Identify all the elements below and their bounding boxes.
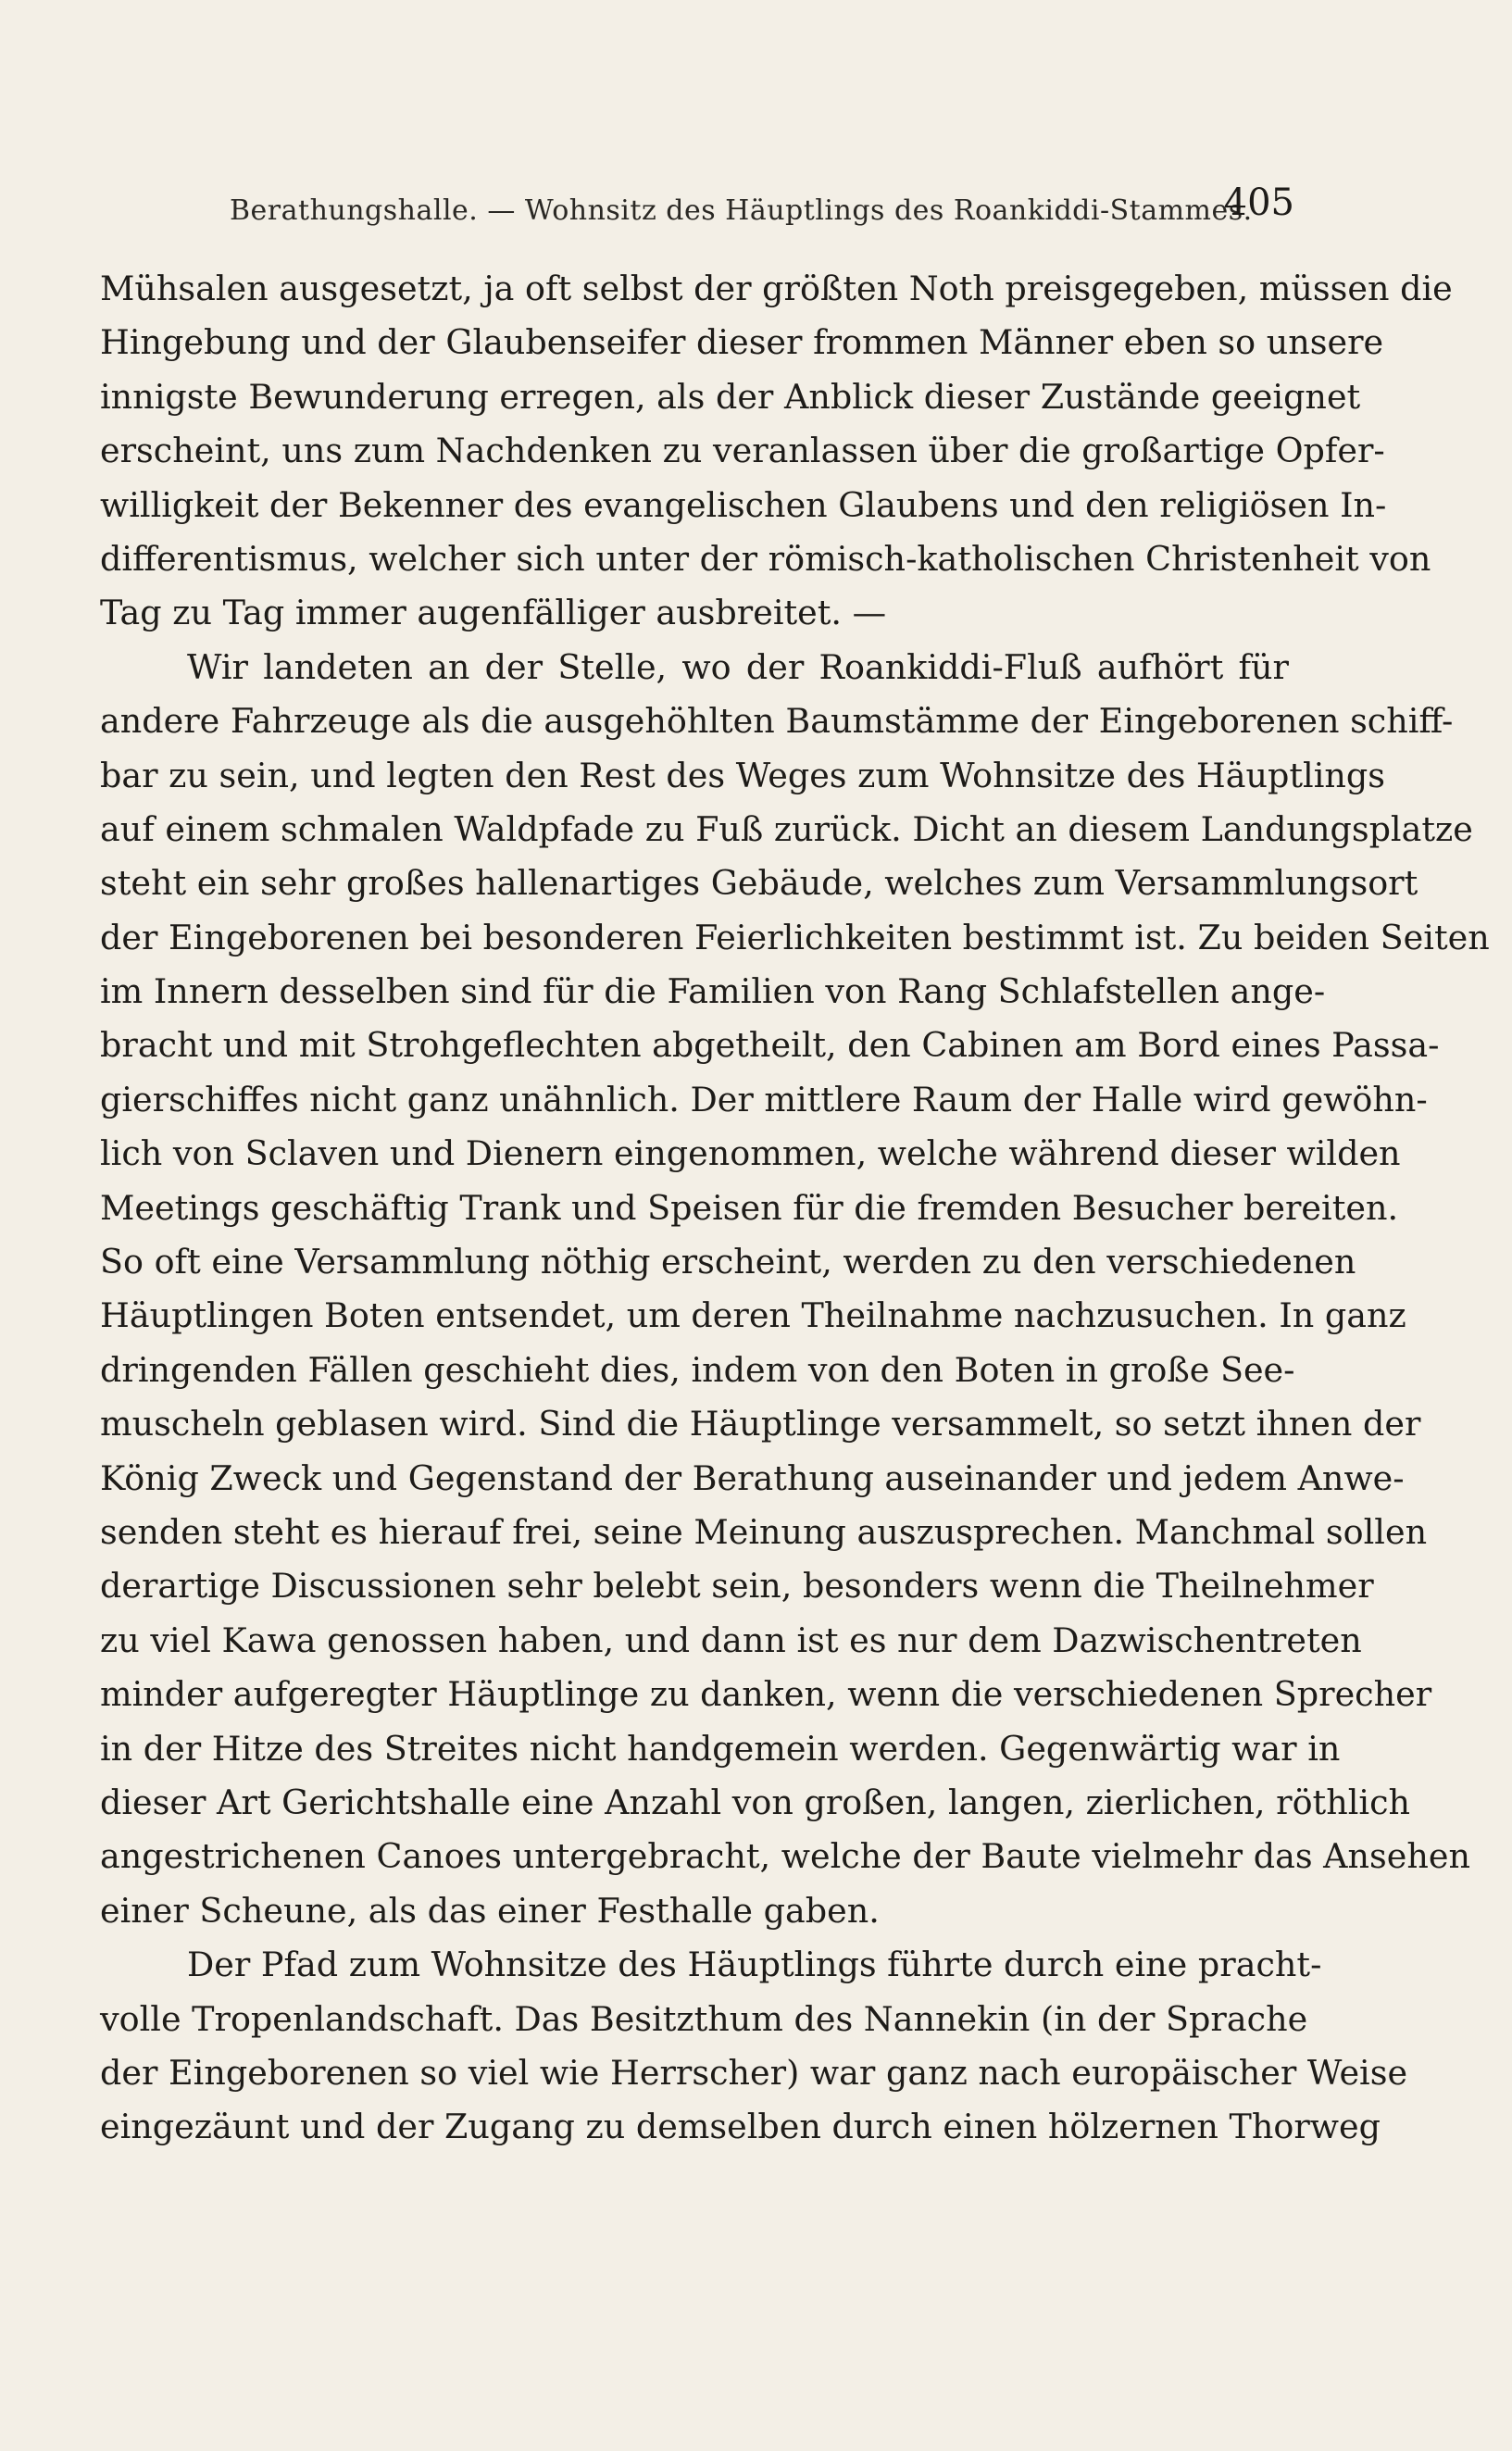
- running-title: Berathungshalle. — Wohnsitz des Häuptlings des Roankiddi-Stammes.: [230, 194, 1253, 227]
- text-line: König Zweck und Gegenstand der Berathung auseinander und jedem Anwe-: [100, 1457, 1405, 1498]
- text-line: gierschiffes nicht ganz unähnlich. Der mittlere Raum der Halle wird gewöhn-: [100, 1079, 1428, 1119]
- text-line: bracht und mit Strohgeflechten abgetheilt, den Cabinen am Bord eines Passa-: [100, 1025, 1440, 1066]
- text-line: Tag zu Tag immer augenfälliger ausbreitet. —: [100, 593, 887, 633]
- text-line: derartige Discussionen sehr belebt sein, besonders wenn die Theilnehmer: [100, 1566, 1374, 1607]
- page-number: 405: [1223, 181, 1294, 224]
- text-line: bar zu sein, und legten den Rest des Weges zum Wohnsitze des Häuptlings: [100, 755, 1385, 795]
- text-line: zu viel Kawa genossen haben, und dann ist es nur dem Dazwischentreten: [100, 1619, 1362, 1660]
- text-line: volle Tropenlandschaft. Das Besitzthum des Nannekin (in der Sprache: [100, 1998, 1308, 2039]
- text-line: im Innern desselben sind für die Familien von Rang Schlafstellen ange-: [100, 971, 1326, 1012]
- text-line: lich von Sclaven und Dienern eingenommen, welche während dieser wilden: [100, 1133, 1401, 1174]
- text-line: Meetings geschäftig Trank und Speisen für die fremden Besucher bereiten.: [100, 1187, 1399, 1228]
- text-line: So oft eine Versammlung nöthig erscheint, werden zu den verschiedenen: [100, 1242, 1356, 1282]
- text-line: auf einem schmalen Waldpfade zu Fuß zurück. Dicht an diesem Landungsplatze: [100, 808, 1473, 849]
- text-line: minder aufgeregter Häuptlinge zu danken, wenn die verschiedenen Sprecher: [100, 1674, 1432, 1715]
- text-line: dringenden Fällen geschieht dies, indem von den Boten in große See-: [100, 1349, 1295, 1390]
- text-line: willigkeit der Bekenner des evangelischen Glaubens und den religiösen In-: [100, 484, 1387, 525]
- text-line: angestrichenen Canoes untergebracht, welche der Baute vielmehr das Ansehen: [100, 1836, 1470, 1877]
- text-line: Mühsalen ausgesetzt, ja oft selbst der größten Noth preisgegeben, müssen die: [100, 269, 1453, 308]
- text-line: Der Pfad zum Wohnsitze des Häuptlings führte durch eine pracht-: [187, 1945, 1322, 1985]
- running-head: [230, 181, 1294, 237]
- text-line: in der Hitze des Streites nicht handgemein werden. Gegenwärtig war in: [100, 1728, 1341, 1769]
- text-line: Hingebung und der Glaubenseifer dieser frommen Männer eben so unsere: [100, 322, 1384, 363]
- text-line: Wir landeten an der Stelle, wo der Roankiddi-Fluß aufhört für: [187, 646, 1289, 687]
- text-line: andere Fahrzeuge als die ausgehöhlten Baumstämme der Eingeborenen schiff-: [100, 701, 1454, 742]
- text-line: Häuptlingen Boten entsendet, um deren Theilnahme nachzusuchen. In ganz: [100, 1295, 1406, 1336]
- text-line: senden steht es hierauf frei, seine Meinung auszusprechen. Manchmal sollen: [100, 1511, 1428, 1552]
- body-text: [100, 262, 1490, 2155]
- text-line: steht ein sehr großes hallenartiges Gebäude, welches zum Versammlungsort: [100, 863, 1418, 904]
- text-line: der Eingeborenen bei besonderen Feierlichkeiten bestimmt ist. Zu beiden Seiten: [100, 917, 1490, 957]
- text-line: muscheln geblasen wird. Sind die Häuptlinge versammelt, so setzt ihnen der: [100, 1404, 1421, 1444]
- text-line: eingezäunt und der Zugang zu demselben durch einen hölzernen Thorweg: [100, 2107, 1381, 2147]
- text-line: dieser Art Gerichtshalle eine Anzahl von großen, langen, zierlichen, röthlich: [100, 1782, 1411, 1822]
- text-line: einer Scheune, als das einer Festhalle gaben.: [100, 1890, 880, 1931]
- text-line: erscheint, uns zum Nachdenken zu veranlassen über die großartige Opfer-: [100, 431, 1385, 471]
- text-line: der Eingeborenen so viel wie Herrscher) war ganz nach europäischer Weise: [100, 2052, 1408, 2093]
- text-line: innigste Bewunderung erregen, als der Anblick dieser Zustände geeignet: [100, 376, 1361, 417]
- text-line: differentismus, welcher sich unter der römisch-katholischen Christenheit von: [100, 538, 1431, 579]
